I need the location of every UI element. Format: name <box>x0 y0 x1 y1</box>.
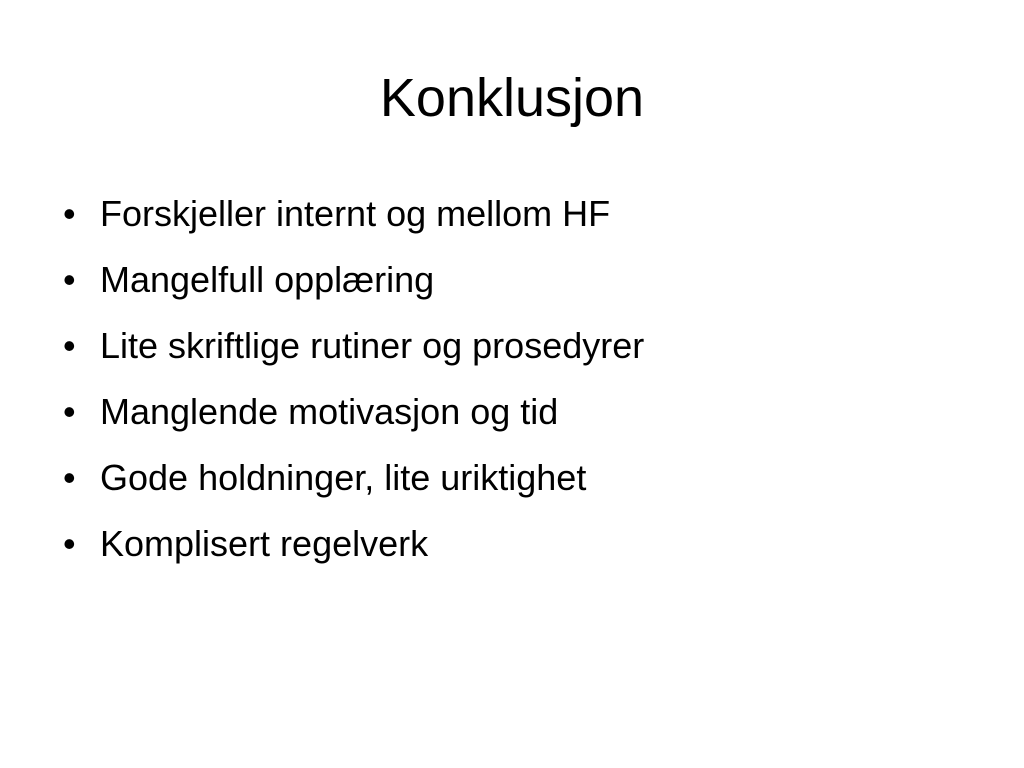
bullet-icon: • <box>63 457 76 498</box>
list-item <box>57 252 977 318</box>
bullet-icon: • <box>63 391 76 432</box>
bullet-text: Manglende motivasjon og tid <box>100 391 559 432</box>
bullet-text: Komplisert regelverk <box>100 523 429 564</box>
list-item <box>57 318 977 384</box>
bullet-icon: • <box>63 523 76 564</box>
bullet-icon: • <box>63 325 76 366</box>
bullet-text: Lite skriftlige rutiner og prosedyrer <box>100 325 645 366</box>
list-item <box>57 516 977 582</box>
bullet-text: Gode holdninger, lite uriktighet <box>100 457 587 498</box>
bullet-icon: • <box>63 259 76 300</box>
list-item <box>57 450 977 516</box>
bullet-text: Mangelfull opplæring <box>100 259 435 300</box>
bullet-list <box>57 186 977 582</box>
list-item <box>57 384 977 450</box>
slide-title: Konklusjon <box>379 68 645 128</box>
bullet-icon: • <box>63 193 76 234</box>
list-item <box>57 186 977 252</box>
bullet-text: Forskjeller internt og mellom HF <box>100 193 611 234</box>
